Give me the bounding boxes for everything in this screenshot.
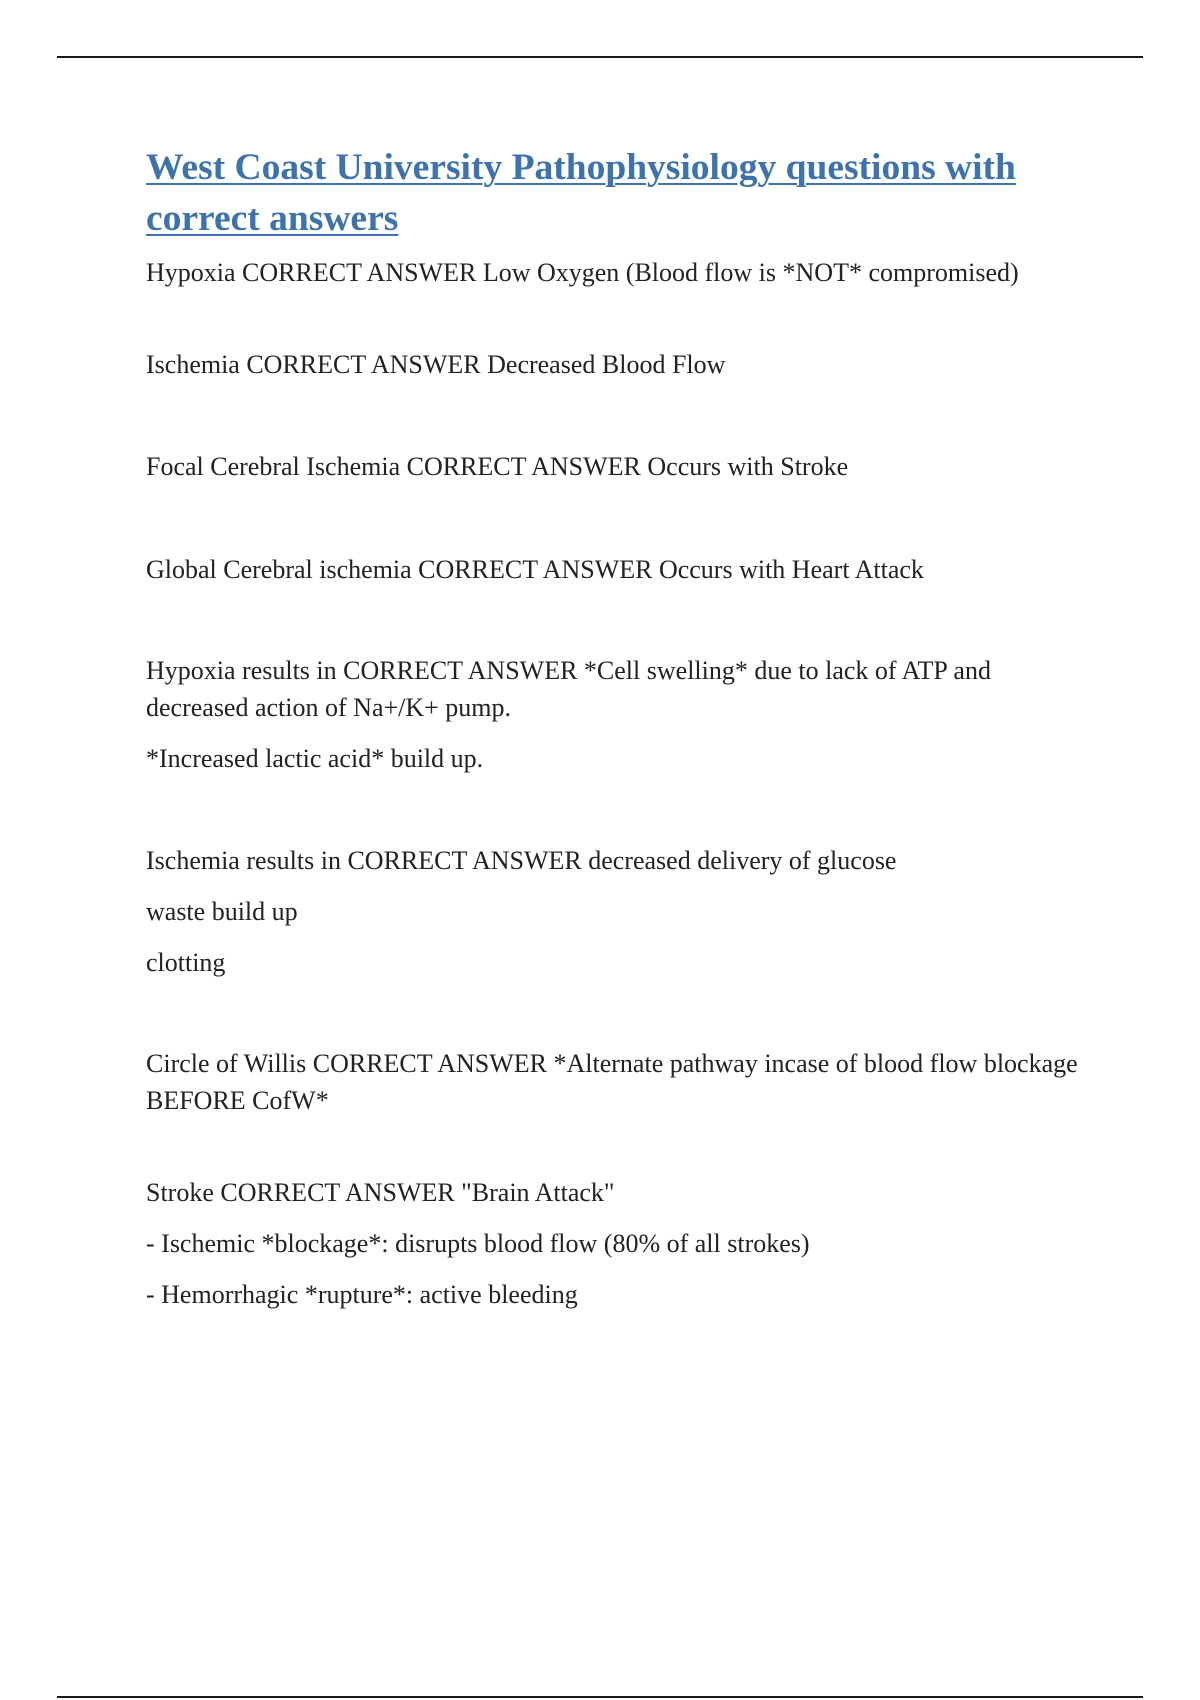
qa-entry bbox=[146, 1045, 1086, 1119]
qa-text: Stroke CORRECT ANSWER "Brain Attack" bbox=[146, 1178, 615, 1207]
qa-text: Hypoxia results in CORRECT ANSWER *Cell swelling* due to lack of ATP and decreased action of Na+/K+ pump. bbox=[146, 656, 991, 722]
document-title: West Coast University Pathophysiology questions with correct answers bbox=[146, 147, 1016, 239]
qa-entry bbox=[146, 842, 1086, 981]
qa-entry bbox=[146, 448, 1086, 485]
qa-text: Hypoxia CORRECT ANSWER Low Oxygen (Blood flow is *NOT* compromised) bbox=[146, 258, 1019, 287]
qa-text: Circle of Willis CORRECT ANSWER *Alternate pathway incase of blood flow blockage BEFORE CofW* bbox=[146, 1049, 1078, 1115]
qa-text: clotting bbox=[146, 948, 226, 977]
qa-entry bbox=[146, 254, 1086, 291]
qa-entry bbox=[146, 652, 1086, 777]
document-body bbox=[146, 142, 1086, 1313]
qa-text: *Increased lactic acid* build up. bbox=[146, 744, 484, 773]
page-bottom-rule bbox=[57, 1696, 1143, 1698]
qa-entry bbox=[146, 346, 1086, 383]
qa-text: Focal Cerebral Ischemia CORRECT ANSWER Occurs with Stroke bbox=[146, 452, 849, 481]
qa-text: - Ischemic *blockage*: disrupts blood flow (80% of all strokes) bbox=[146, 1229, 810, 1258]
qa-text: waste build up bbox=[146, 897, 298, 926]
qa-text: Ischemia CORRECT ANSWER Decreased Blood Flow bbox=[146, 350, 726, 379]
qa-entry bbox=[146, 1174, 1086, 1313]
page-top-rule bbox=[57, 56, 1143, 58]
qa-entry bbox=[146, 551, 1086, 588]
qa-text: Global Cerebral ischemia CORRECT ANSWER Occurs with Heart Attack bbox=[146, 555, 924, 584]
qa-text: Ischemia results in CORRECT ANSWER decreased delivery of glucose bbox=[146, 846, 897, 875]
qa-text: - Hemorrhagic *rupture*: active bleeding bbox=[146, 1280, 578, 1309]
